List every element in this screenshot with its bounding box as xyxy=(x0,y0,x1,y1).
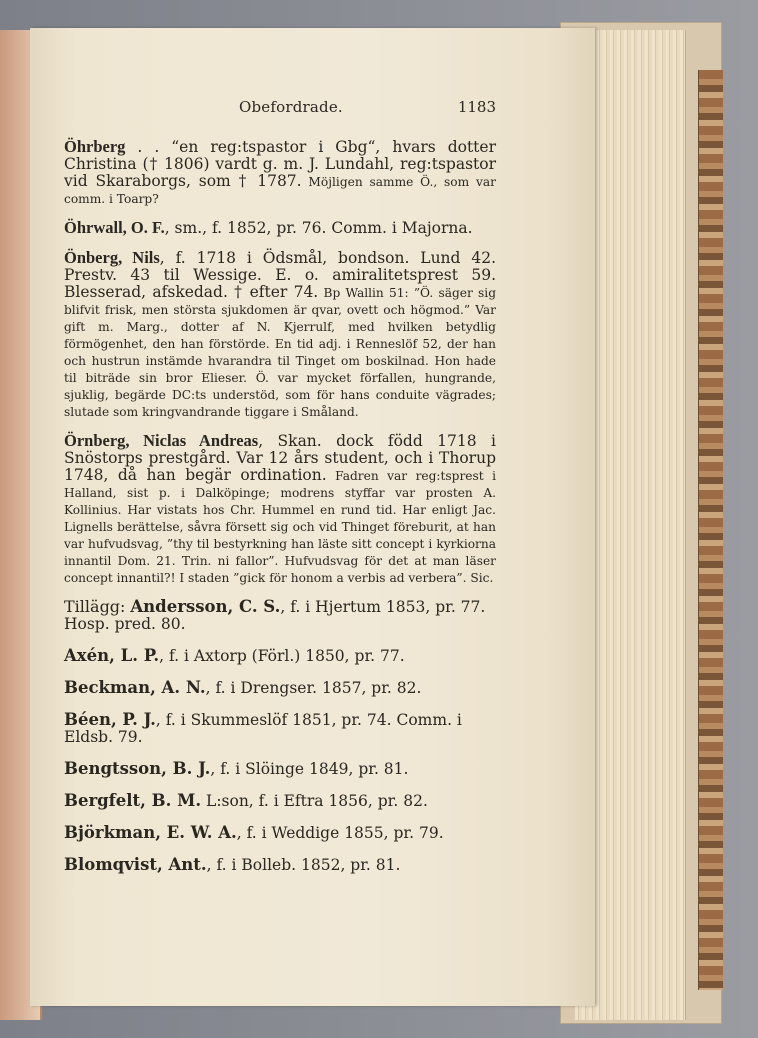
supplement-item xyxy=(64,711,496,746)
entry-text: , f. 1718 i Ödsmål, bondson. Lund 42. Prestv. 43 til Wessige. E. o. amiralitetsprest 59. Blesserad, afskedad. † efter 74. xyxy=(64,249,496,301)
entry-text: , Skan. dock född 1718 i Snöstorps prestgård. Var 12 års student, och i Thorup 1748, då han begär ordination. xyxy=(64,432,496,484)
book-spine-edge xyxy=(698,70,723,990)
supplement-text: , f. i Drengser. 1857, pr. 82. xyxy=(205,679,422,697)
entry-ohrberg xyxy=(64,138,496,207)
supplement-text: L:son, f. i Eftra 1856, pr. 82. xyxy=(201,792,428,810)
supplement-name: Blomqvist, Ant. xyxy=(64,855,207,874)
supplement-text: , f. i Axtorp (Förl.) 1850, pr. 77. xyxy=(159,647,405,665)
page-content xyxy=(64,98,496,888)
supplement-name: Axén, L. P. xyxy=(64,646,160,665)
supplement-name: Bengtsson, B. J. xyxy=(64,759,211,778)
supplement-item xyxy=(64,824,496,842)
entry-name: Öhrberg xyxy=(64,137,126,156)
supplement-name: Björkman, E. W. A. xyxy=(64,823,237,842)
supplement-item xyxy=(64,792,496,810)
entry-note: Fadren var reg:tsprest i Halland, sist p. i Dalköpinge; modrens styffar var prosten A. Kollinius. Har vistats hos Chr. Hummel en rund tid. Har enligt Jac. Lignells berättelse, såvra försett sig och vid Thinget föreburit, at han var hufvudsvag, ”thy til bestyrkning han läste sitt concept i kyrkiorna innantil Dom. 21. Trin. ni fallor”. Hufvudsvag för det at man läser concept innantil?! I staden ”gick för honom a verbis ad verbera”. Sic. xyxy=(64,469,496,585)
supplement-item xyxy=(64,679,496,697)
entry-name: Örnberg, Niclas Andreas xyxy=(64,431,259,450)
supplement-item xyxy=(64,856,496,874)
book-page xyxy=(30,28,595,1006)
entry-name: Önberg, Nils xyxy=(64,248,160,267)
entry-ornberg xyxy=(64,432,496,586)
entry-note: Bp Wallin 51: ”Ö. säger sig blifvit frisk, men största sjukdomen är qvar, ovett och högmod.” Var gift m. Marg., dotter af N. Kjerrulf, med hvilken betydlig förmögenhet, den han förstörde. En tid adj. i Renneslöf 52, der han och hustrun instämde hvarandra til Tinget om boskilnad. Hon hade til biträde sin bror Elieser. Ö. var mycket förfallen, hungrande, sjuklig, begärde DC:ts understöd, som för hans conduite vägrades; slutade som kringvandrande tiggare i Småland. xyxy=(64,286,496,419)
supplement-item xyxy=(64,598,496,633)
supplement-text: , f. i Skummeslöf 1851, pr. 74. Comm. i Eldsb. 79. xyxy=(64,711,462,746)
supplement-text: , f. i Hjertum 1853, pr. 77. Hosp. pred. 80. xyxy=(64,598,486,633)
supplement-name: Bergfelt, B. M. xyxy=(64,791,202,810)
supplement-text: , f. i Bolleb. 1852, pr. 81. xyxy=(206,856,401,874)
entry-ohrwall xyxy=(64,219,496,237)
supplement-title: Tillägg: xyxy=(64,597,126,616)
entry-name: Öhrwall, O. F. xyxy=(64,218,165,237)
entry-note: Möjligen samme Ö., som var comm. i Toarp? xyxy=(64,175,496,206)
supplement-name: Béen, P. J. xyxy=(64,710,156,729)
supplement-name: Beckman, A. N. xyxy=(64,678,206,697)
page-header xyxy=(64,98,496,126)
entry-text: . . “en reg:tspastor i Gbg“, hvars dotter Christina († 1806) vardt g. m. J. Lundahl, reg:tspastor vid Skaraborgs, som † 1787. xyxy=(64,138,496,190)
running-head: Obefordrade. xyxy=(239,98,343,116)
supplement-name: Andersson, C. S. xyxy=(130,597,281,616)
entry-onberg xyxy=(64,249,496,420)
page-number: 1183 xyxy=(457,98,496,116)
supplement-item xyxy=(64,647,496,665)
entry-text: , sm., f. 1852, pr. 76. Comm. i Majorna. xyxy=(164,219,473,237)
supplement-text: , f. i Slöinge 1849, pr. 81. xyxy=(210,760,409,778)
supplement-item xyxy=(64,760,496,778)
supplement-text: , f. i Weddige 1855, pr. 79. xyxy=(236,824,444,842)
